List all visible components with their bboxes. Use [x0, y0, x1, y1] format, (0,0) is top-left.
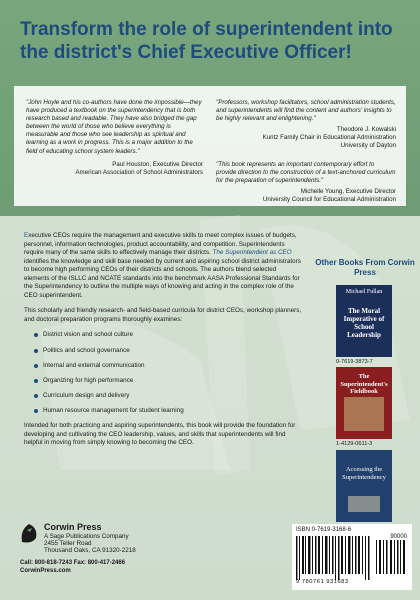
book-isbn: 1-4129-0611-3	[336, 441, 373, 447]
list-item: Organizing for high performance	[34, 377, 302, 386]
quote-attribution-name: Paul Houston, Executive Director	[112, 160, 203, 168]
list-item: Human resource management for student learning	[34, 407, 302, 416]
list-item: District vision and school culture	[34, 331, 302, 340]
quote-text: "This book represents an important contemporary effort to provide direction to the construction of a text-anchored curriculum for the preparation of superintendents."	[216, 161, 396, 185]
description-paragraph-3: Intended for both practicing and aspiring superintendents, this book will provide the foundation for developing and cultivating the CEO leadership, values, and skills that superintendents will find helpful in moving from simply knowing to becoming the CEO.	[24, 422, 296, 447]
quote-houston	[26, 99, 203, 177]
book-isbn: 0-7619-3873-7	[336, 359, 373, 365]
drop-cap: E	[24, 232, 29, 239]
book-title-mention: The Superintendent as CEO	[212, 249, 292, 257]
quote-attribution-affiliation: Kuntz Family Chair in Educational Administration	[262, 134, 396, 142]
other-book-3	[336, 450, 392, 530]
quote-attribution-affiliation: American Association of School Administrators	[75, 168, 203, 176]
book-cover-photo	[344, 397, 384, 431]
publisher-phone-fax: Call: 800-818-7243 Fax: 800-417-2466	[20, 560, 126, 566]
publisher-address-1: 2455 Teller Road	[44, 540, 92, 548]
barcode-bars	[296, 536, 408, 582]
paragraph-text: xecutive CEOs require the management and executive skills to meet complex issues of budgets, personnel, information technologies, product accountability, and competition. Superintendents require many of the same skills to effectively manage their districts.	[24, 232, 297, 257]
book-cover-title: The Moral Imperative of School Leadership	[343, 307, 385, 339]
description	[24, 232, 302, 455]
description-paragraph-2: This scholarly and friendly research- and field-based curricula for district CEOs, workshop planners, and doctoral preparation programs thoroughly examines:	[24, 307, 302, 323]
list-item: Politics and school governance	[34, 347, 302, 356]
book-cover	[336, 285, 392, 357]
description-paragraph-1	[24, 232, 302, 300]
publisher-address-2: Thousand Oaks, CA 91320-2218	[44, 547, 136, 555]
book-cover	[336, 450, 392, 522]
quote-text: "Professors, workshop facilitators, school administration students, and superintendents will find the content and authors' insights to be highly relevant and enlightening."	[216, 99, 396, 123]
quote-kowalski	[216, 99, 396, 151]
publisher-details	[44, 533, 136, 555]
book-cover-title: Accessing the Superintendency	[342, 466, 386, 481]
other-book-2	[336, 367, 392, 447]
publisher-tagline: A Sage Publications Company	[44, 533, 129, 540]
isbn-barcode	[292, 524, 412, 590]
barcode-price-code: 90000	[390, 534, 407, 540]
publisher-website: CorwinPress.com	[20, 567, 71, 574]
topic-list	[34, 331, 302, 415]
barcode-isbn: ISBN 0-7619-3168-6	[296, 527, 352, 533]
quote-text: "John Hoyle and his co-authors have done the impossible—they have produced a textbook on the superintendency that is both research based and readable. They have also bridged the gap between the world of those who believe everything is measurable and those who see leadership as spiritual and learning as a work in progress. This is a major addition to the field of educating school system leaders."	[26, 99, 202, 155]
publisher-name: Corwin Press	[44, 522, 102, 532]
book-cover	[336, 367, 392, 439]
quote-attribution-affiliation-2: University of Dayton	[340, 142, 396, 150]
paragraph-text: identifies the knowledge and skill base needed by current and aspiring school district administrators to become high performing CEOs of their districts and schools. The authors blend selected elements of the ISLLC and NCATE standards into the benchmark AASA Professional Standards for the Superintendency to outline the multiple ways of knowing and acting in the complex role of the CEO superintendent.	[24, 257, 301, 299]
other-book-1	[336, 285, 392, 365]
quote-attribution-name: Michelle Young, Executive Director	[300, 188, 396, 196]
book-cover-photo	[348, 496, 380, 512]
quote-young	[216, 161, 396, 204]
list-item: Internal and external communication	[34, 362, 302, 371]
other-books-title: Other Books From Corwin Press	[315, 258, 415, 277]
quote-attribution-affiliation: University Council for Educational Administration	[262, 196, 396, 204]
headline: Transform the role of superintendent into the district's Chief Executive Officer!	[20, 19, 393, 63]
book-cover-title: The Superintendent's Fieldbook	[340, 373, 388, 395]
publisher-contact	[20, 560, 125, 575]
book-cover-author: Michael Fullan	[345, 289, 383, 295]
quote-attribution-name: Theodore J. Kowalski	[336, 126, 396, 134]
barcode-number: 9 780761 931683	[296, 579, 349, 585]
corwin-logo-icon	[18, 520, 40, 546]
list-item: Curriculum design and delivery	[34, 392, 302, 401]
